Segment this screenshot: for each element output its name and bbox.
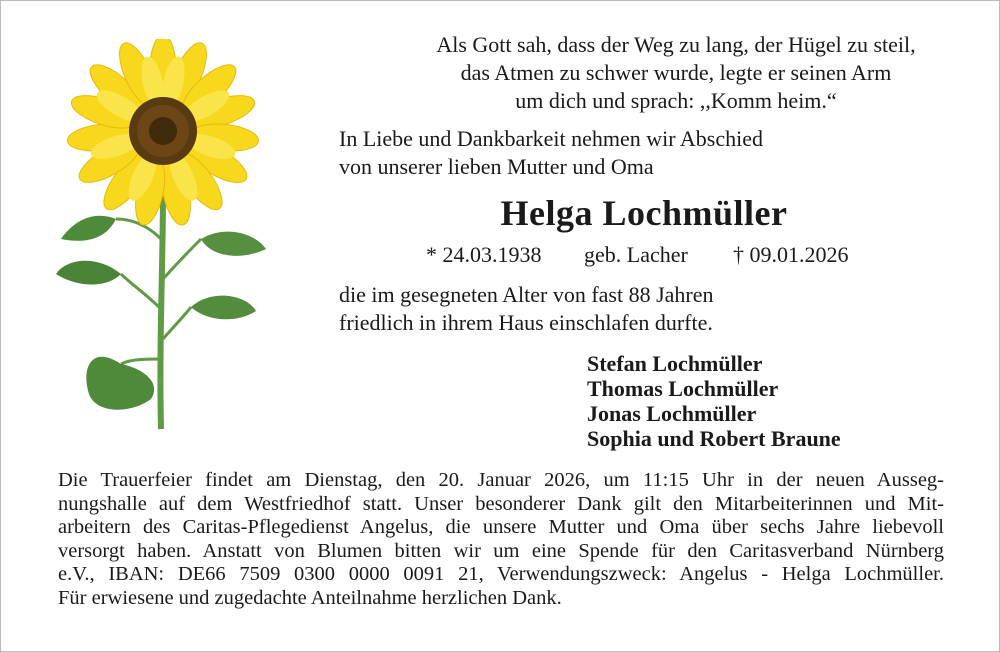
- poem: [361, 31, 991, 115]
- age-line: friedlich in ihrem Haus einschlafen durfte.: [339, 310, 713, 335]
- intro-line: von unserer lieben Mutter und Oma: [339, 154, 654, 179]
- poem-line: Als Gott sah, dass der Weg zu lang, der Hügel zu steil,: [436, 32, 916, 57]
- family-member: Sophia und Robert Braune: [587, 426, 841, 451]
- family-member: Jonas Lochmüller: [587, 401, 757, 426]
- notice-line: e.V., IBAN: DE66 7509 0300 0000 0091 21, Verwendungszweck: Angelus - Helga Lochmüller.: [58, 563, 944, 586]
- funeral-notice: [58, 469, 944, 611]
- deceased-name: Helga Lochmüller: [500, 193, 788, 233]
- notice-line: versorgt haben. Anstatt von Blumen bitten wir um eine Spende für den Caritasverband Nürnberg: [58, 539, 944, 562]
- family-list: [587, 351, 841, 451]
- notice-line: Die Trauerfeier findet am Dienstag, den 20. Januar 2026, um 11:15 Uhr in der neuen Ausseg-: [58, 469, 944, 491]
- notice-line: Für erwiesene und zugedachte Anteilnahme herzlichen Dank.: [58, 586, 562, 609]
- intro-line: In Liebe und Dankbarkeit nehmen wir Abschied: [339, 126, 763, 151]
- maiden-name: geb. Lacher: [584, 242, 688, 267]
- notice-line: arbeitern des Caritas-Pflegedienst Angelus, die unsere Mutter und Oma über sechs Jahre liebevoll: [58, 516, 944, 539]
- age-text: [339, 281, 714, 337]
- age-line: die im gesegneten Alter von fast 88 Jahren: [339, 282, 714, 307]
- sunflower-image: [51, 39, 281, 431]
- poem-line: um dich und sprach: ,,Komm heim.“: [515, 88, 837, 113]
- intro-text: [339, 125, 763, 181]
- death-date: † 09.01.2026: [733, 242, 849, 267]
- poem-line: das Atmen zu schwer wurde, legte er seinen Arm: [460, 60, 892, 85]
- birth-date: * 24.03.1938: [426, 242, 542, 267]
- notice-line: nungshalle auf dem Westfriedhof statt. Unser besonderer Dank gilt den Mitarbeiterinnen und Mit-: [58, 492, 944, 515]
- family-member: Stefan Lochmüller: [587, 351, 763, 376]
- family-member: Thomas Lochmüller: [587, 376, 779, 401]
